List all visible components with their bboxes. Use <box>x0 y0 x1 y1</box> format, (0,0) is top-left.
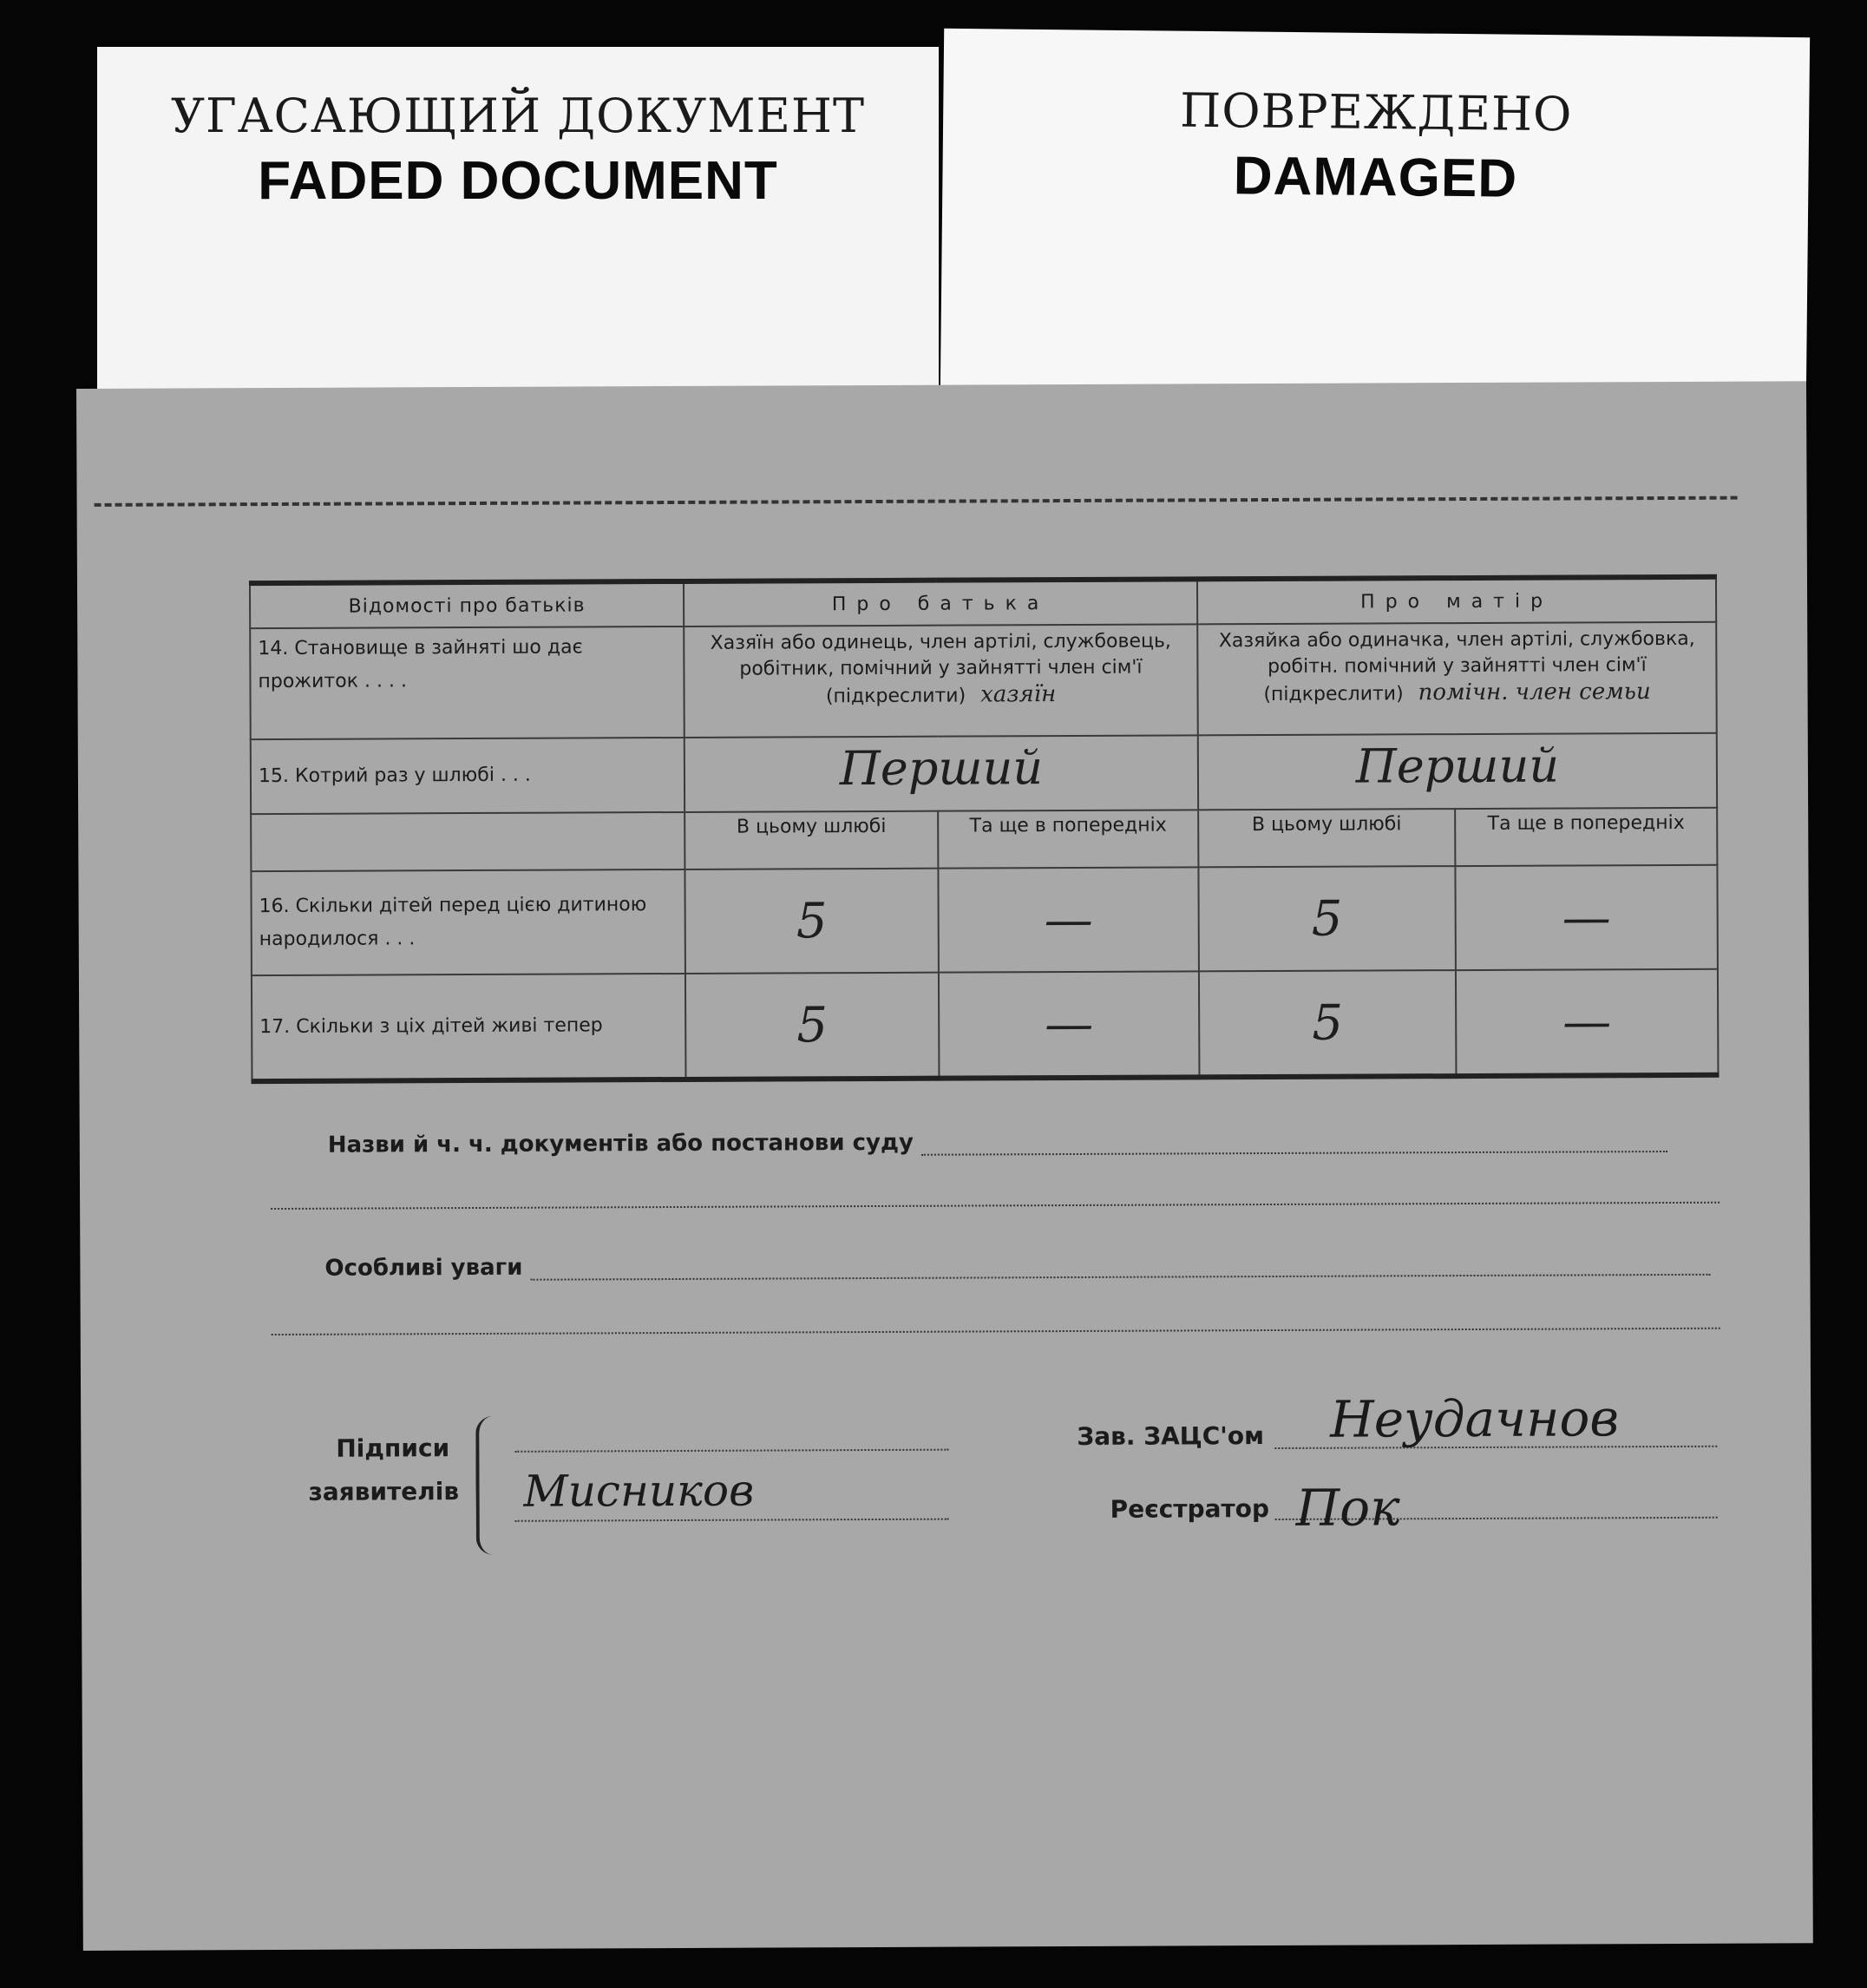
sub-header-mother-prev: Та ще в попередніх <box>1455 808 1717 866</box>
q14-label: 14. Становище в зайняті шо дає прожиток . . . . <box>250 627 685 739</box>
q17-mother-prev: — <box>1456 969 1719 1076</box>
record-sheet <box>76 381 1813 1951</box>
q15-label: 15. Котрий раз у шлюбі . . . <box>251 738 685 814</box>
notes-field <box>324 1250 1721 1282</box>
q15-father: Перший <box>685 735 1198 812</box>
applicants-label-2: заявителів <box>308 1477 460 1506</box>
sub-header-father-prev: Та ще в попередніх <box>938 810 1198 868</box>
sub-header-father-this: В цьому шлюбі <box>685 811 938 869</box>
registrar-label: Реєстратор <box>1110 1494 1270 1524</box>
applicants-brace <box>475 1416 506 1555</box>
damaged-en-label: DAMAGED <box>1233 146 1518 209</box>
q15-mother: Перший <box>1198 733 1717 810</box>
q16-label: 16. Скільки дітей перед цією дитиною народилося . . . <box>251 869 685 975</box>
q17-label: 17. Скільки з ціх дітей живі тепер <box>252 974 686 1081</box>
documents-dotline <box>921 1151 1667 1156</box>
applicant-signature: Мисников <box>523 1465 755 1517</box>
q17-father-prev: — <box>939 971 1200 1078</box>
q14-mother-cell <box>1197 622 1717 736</box>
faded-en-label: FADED DOCUMENT <box>258 151 778 211</box>
applicant-sig-line-1 <box>514 1449 948 1453</box>
head-label: Зав. ЗАЦС'ом <box>1077 1421 1265 1451</box>
head-signature: Неудачнов <box>1330 1388 1620 1449</box>
header-mother: Про матір <box>1197 577 1716 625</box>
documents-field <box>328 1126 1716 1158</box>
notes-label: Особливі уваги <box>324 1254 523 1282</box>
q14-mother-text: Хазяйка або одиначка, член артілі, службовка, робітн. помічний у зайнятті член сім'ї (підкреслити) <box>1218 627 1695 706</box>
parents-table <box>249 574 1720 1084</box>
header-info: Відомості про батьків <box>250 581 684 628</box>
q14-father-cell <box>684 624 1198 738</box>
damaged-card <box>940 29 1810 402</box>
q16-mother-prev: — <box>1455 865 1718 970</box>
damaged-ru-label: ПОВРЕЖДЕНО <box>1179 82 1573 142</box>
notes-dotline-2 <box>272 1328 1720 1335</box>
applicant-sig-line-2 <box>515 1519 949 1522</box>
applicants-label-1: Підписи <box>336 1434 450 1463</box>
faded-document-card <box>97 47 939 394</box>
perforation-line <box>95 496 1738 507</box>
registrar-signature: Пок <box>1295 1478 1400 1538</box>
documents-dotline-2 <box>271 1202 1720 1210</box>
notes-dotline <box>531 1274 1711 1281</box>
q14-father-text: Хазяїн або одинець, член артілі, службовець, робітник, помічний у зайнятті член сім'ї (підкреслити) <box>710 630 1171 708</box>
q16-father-prev: — <box>938 867 1199 972</box>
sub-header-mother-this: В цьому шлюбі <box>1198 809 1455 867</box>
q17-father-this: 5 <box>685 973 940 1079</box>
q14-father-handwriting: хазяїн <box>980 681 1057 708</box>
documents-label: Назви й ч. ч. документів або постанови суду <box>327 1129 914 1158</box>
q17-mother-this: 5 <box>1199 970 1457 1077</box>
q16-father-this: 5 <box>685 869 939 974</box>
parents-info-form <box>249 574 1718 1084</box>
q14-mother-handwriting: помічн. член семьи <box>1418 679 1651 706</box>
header-father: Про батька <box>684 579 1197 627</box>
q16-mother-this: 5 <box>1198 866 1456 971</box>
sub-header-blank <box>251 812 685 871</box>
faded-ru-label: УГАСАЮЩИЙ ДОКУМЕНТ <box>170 89 866 143</box>
